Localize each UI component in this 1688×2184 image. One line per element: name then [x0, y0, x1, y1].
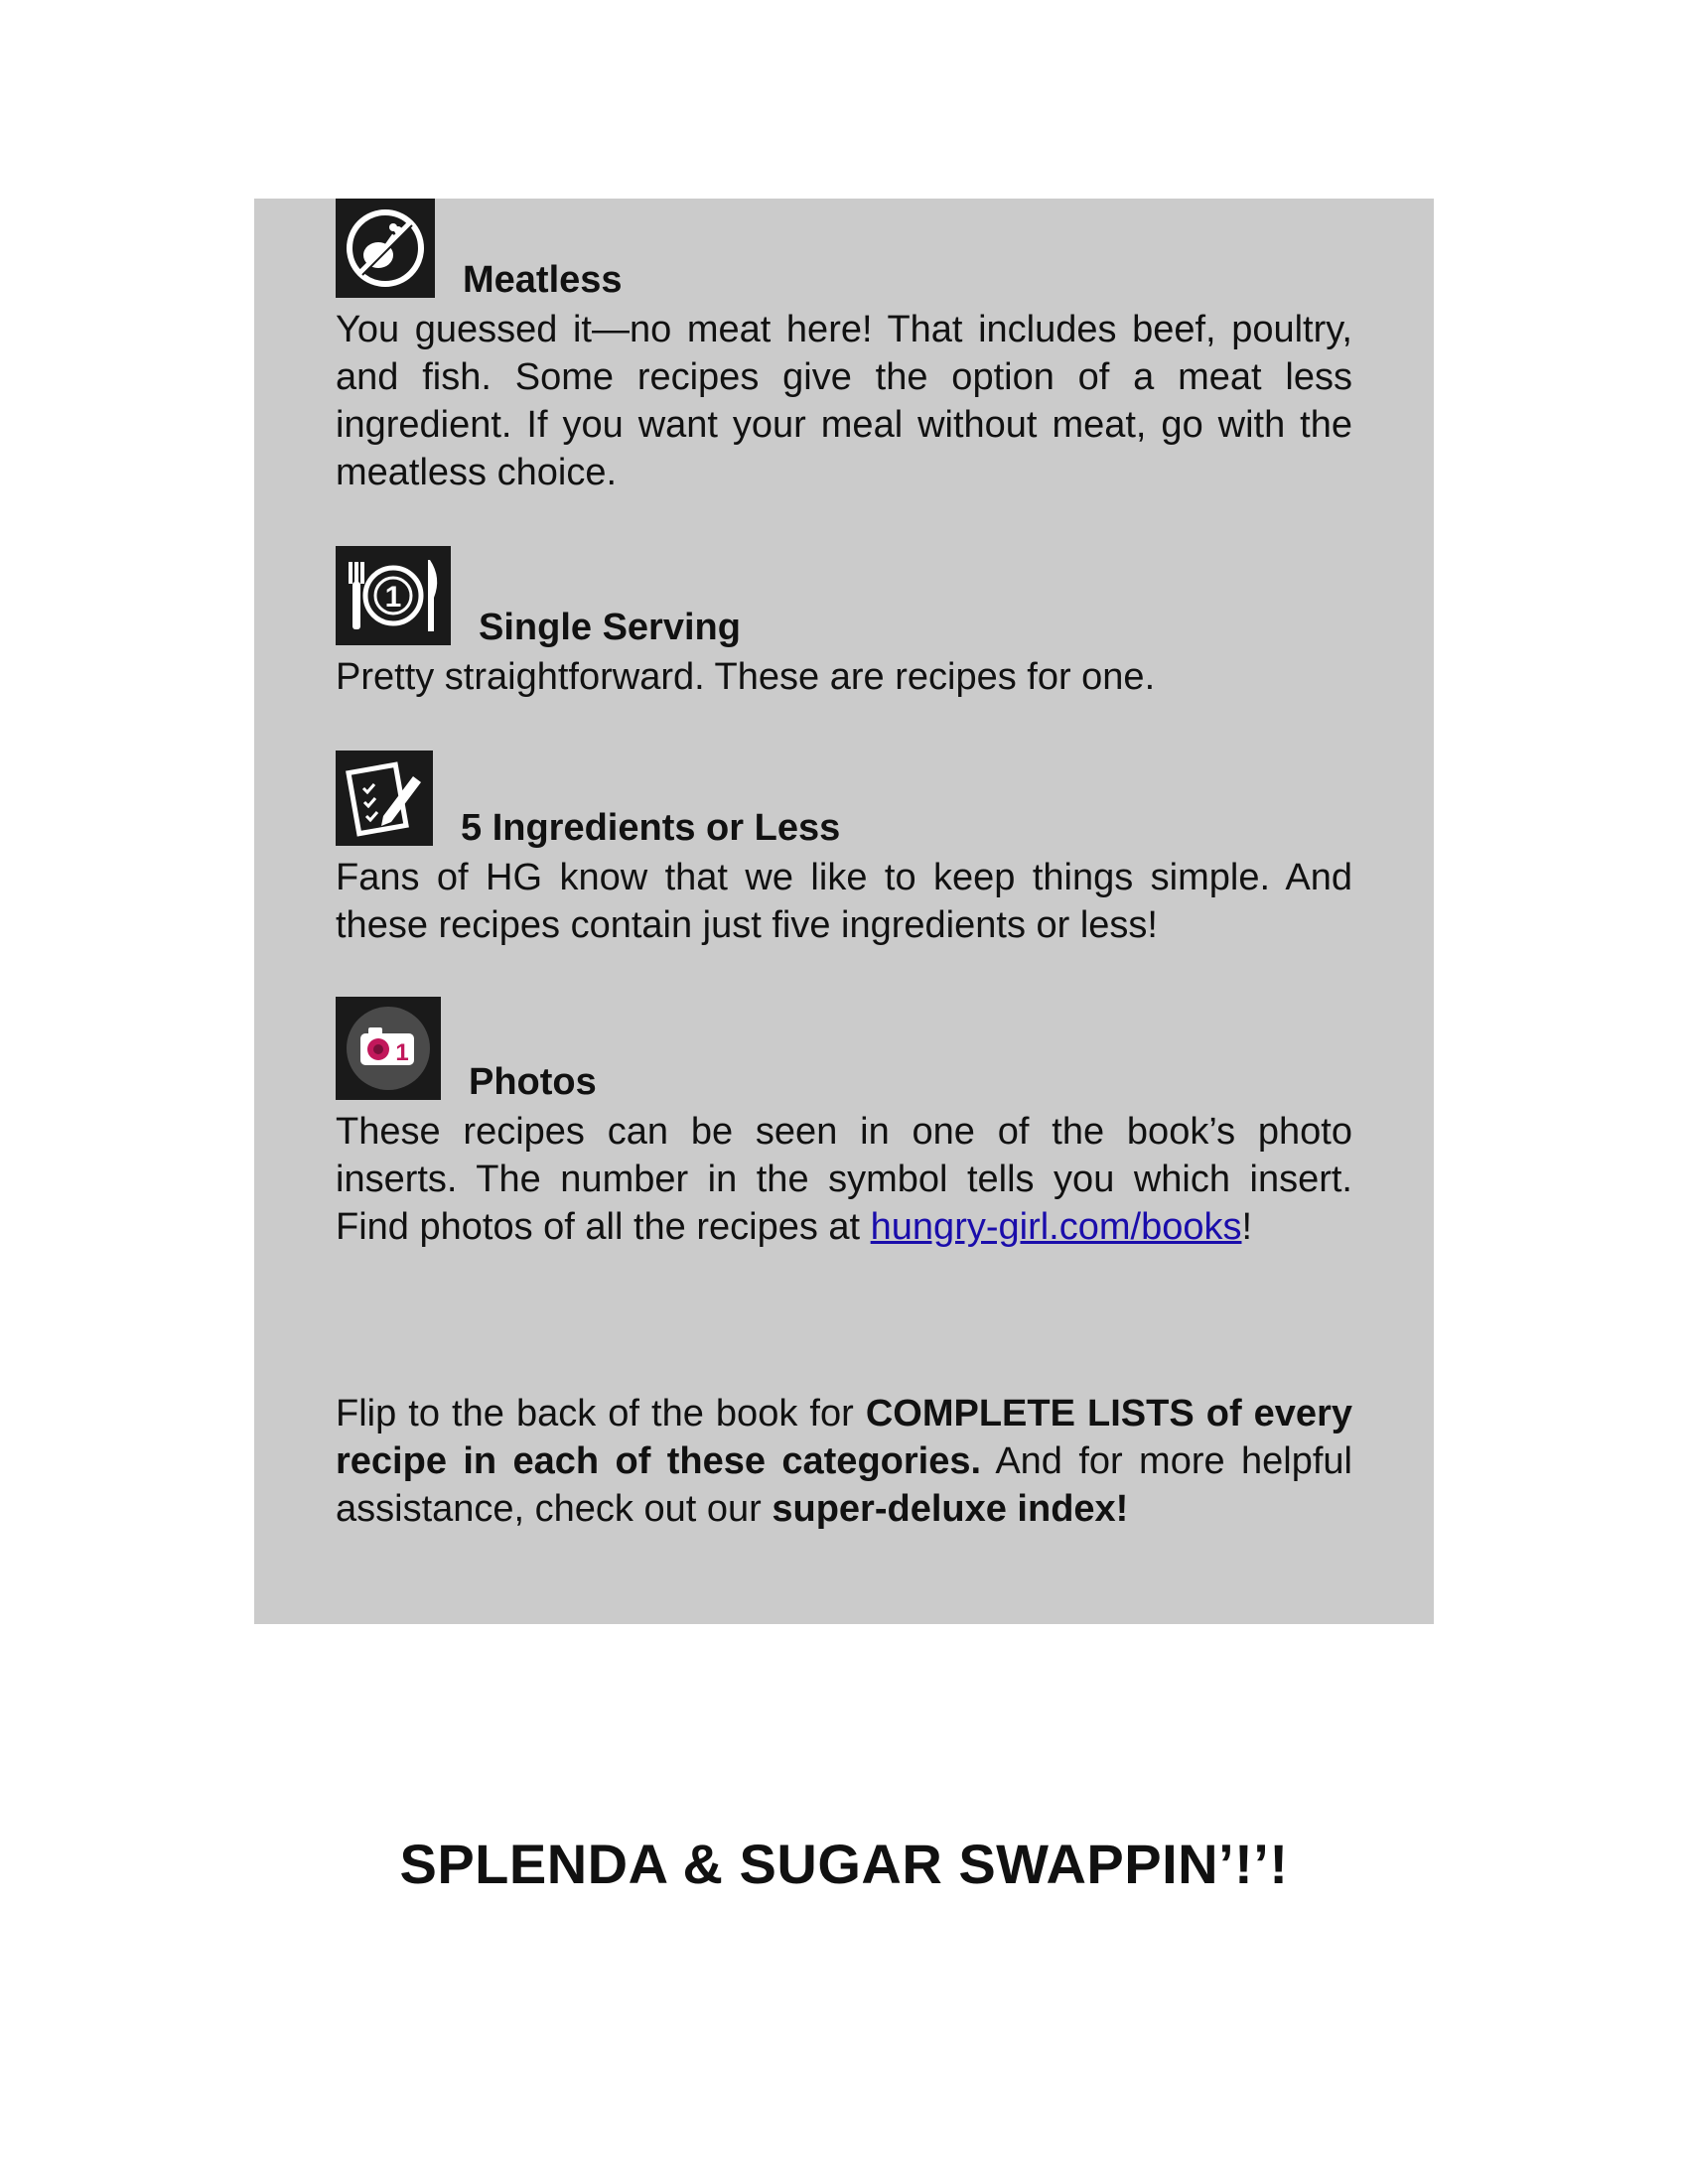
checklist-icon: [336, 751, 433, 846]
section-title: Single Serving: [479, 607, 741, 648]
section-title: Meatless: [463, 259, 623, 301]
closing-paragraph: Flip to the back of the book for COMPLETE LISTS of every recipe in each of these categories. And for more helpful assistance, check out our super-deluxe index!: [336, 1393, 1352, 1530]
camera-icon: [336, 997, 441, 1100]
categories-panel: [254, 199, 1434, 1624]
section-description: Fans of HG know that we like to keep things simple. And these recipes contain just five ingredients or less!: [336, 857, 1352, 946]
photo-insert-number: 1: [395, 1039, 409, 1066]
section-description: Pretty straightforward. These are recipes for one.: [336, 656, 1156, 698]
section-title: Photos: [469, 1061, 597, 1103]
chapter-heading: SPLENDA & SUGAR SWAPPIN’!’!: [399, 1833, 1289, 1895]
section-title: 5 Ingredients or Less: [461, 807, 841, 849]
photos-text-end: !: [1241, 1206, 1253, 1248]
photos-link[interactable]: hungry-girl.com/books: [870, 1206, 1242, 1248]
photos-text: These recipes can be seen in one of the book’s photo inserts. The number in the symbol tells you which insert. Find photos of all the recipes at: [336, 1111, 1352, 1248]
single-serving-icon: [336, 546, 451, 645]
section-description: [336, 1108, 1352, 1251]
svg-text:1: 1: [384, 581, 402, 614]
section-description: You guessed it—no meat here! That includes beef, poultry, and fish. Some recipes give the option of a meat less ingredient. If you want your meal without meat, go with the meatless choice.: [336, 309, 1352, 493]
no-meat-icon: [336, 199, 435, 298]
